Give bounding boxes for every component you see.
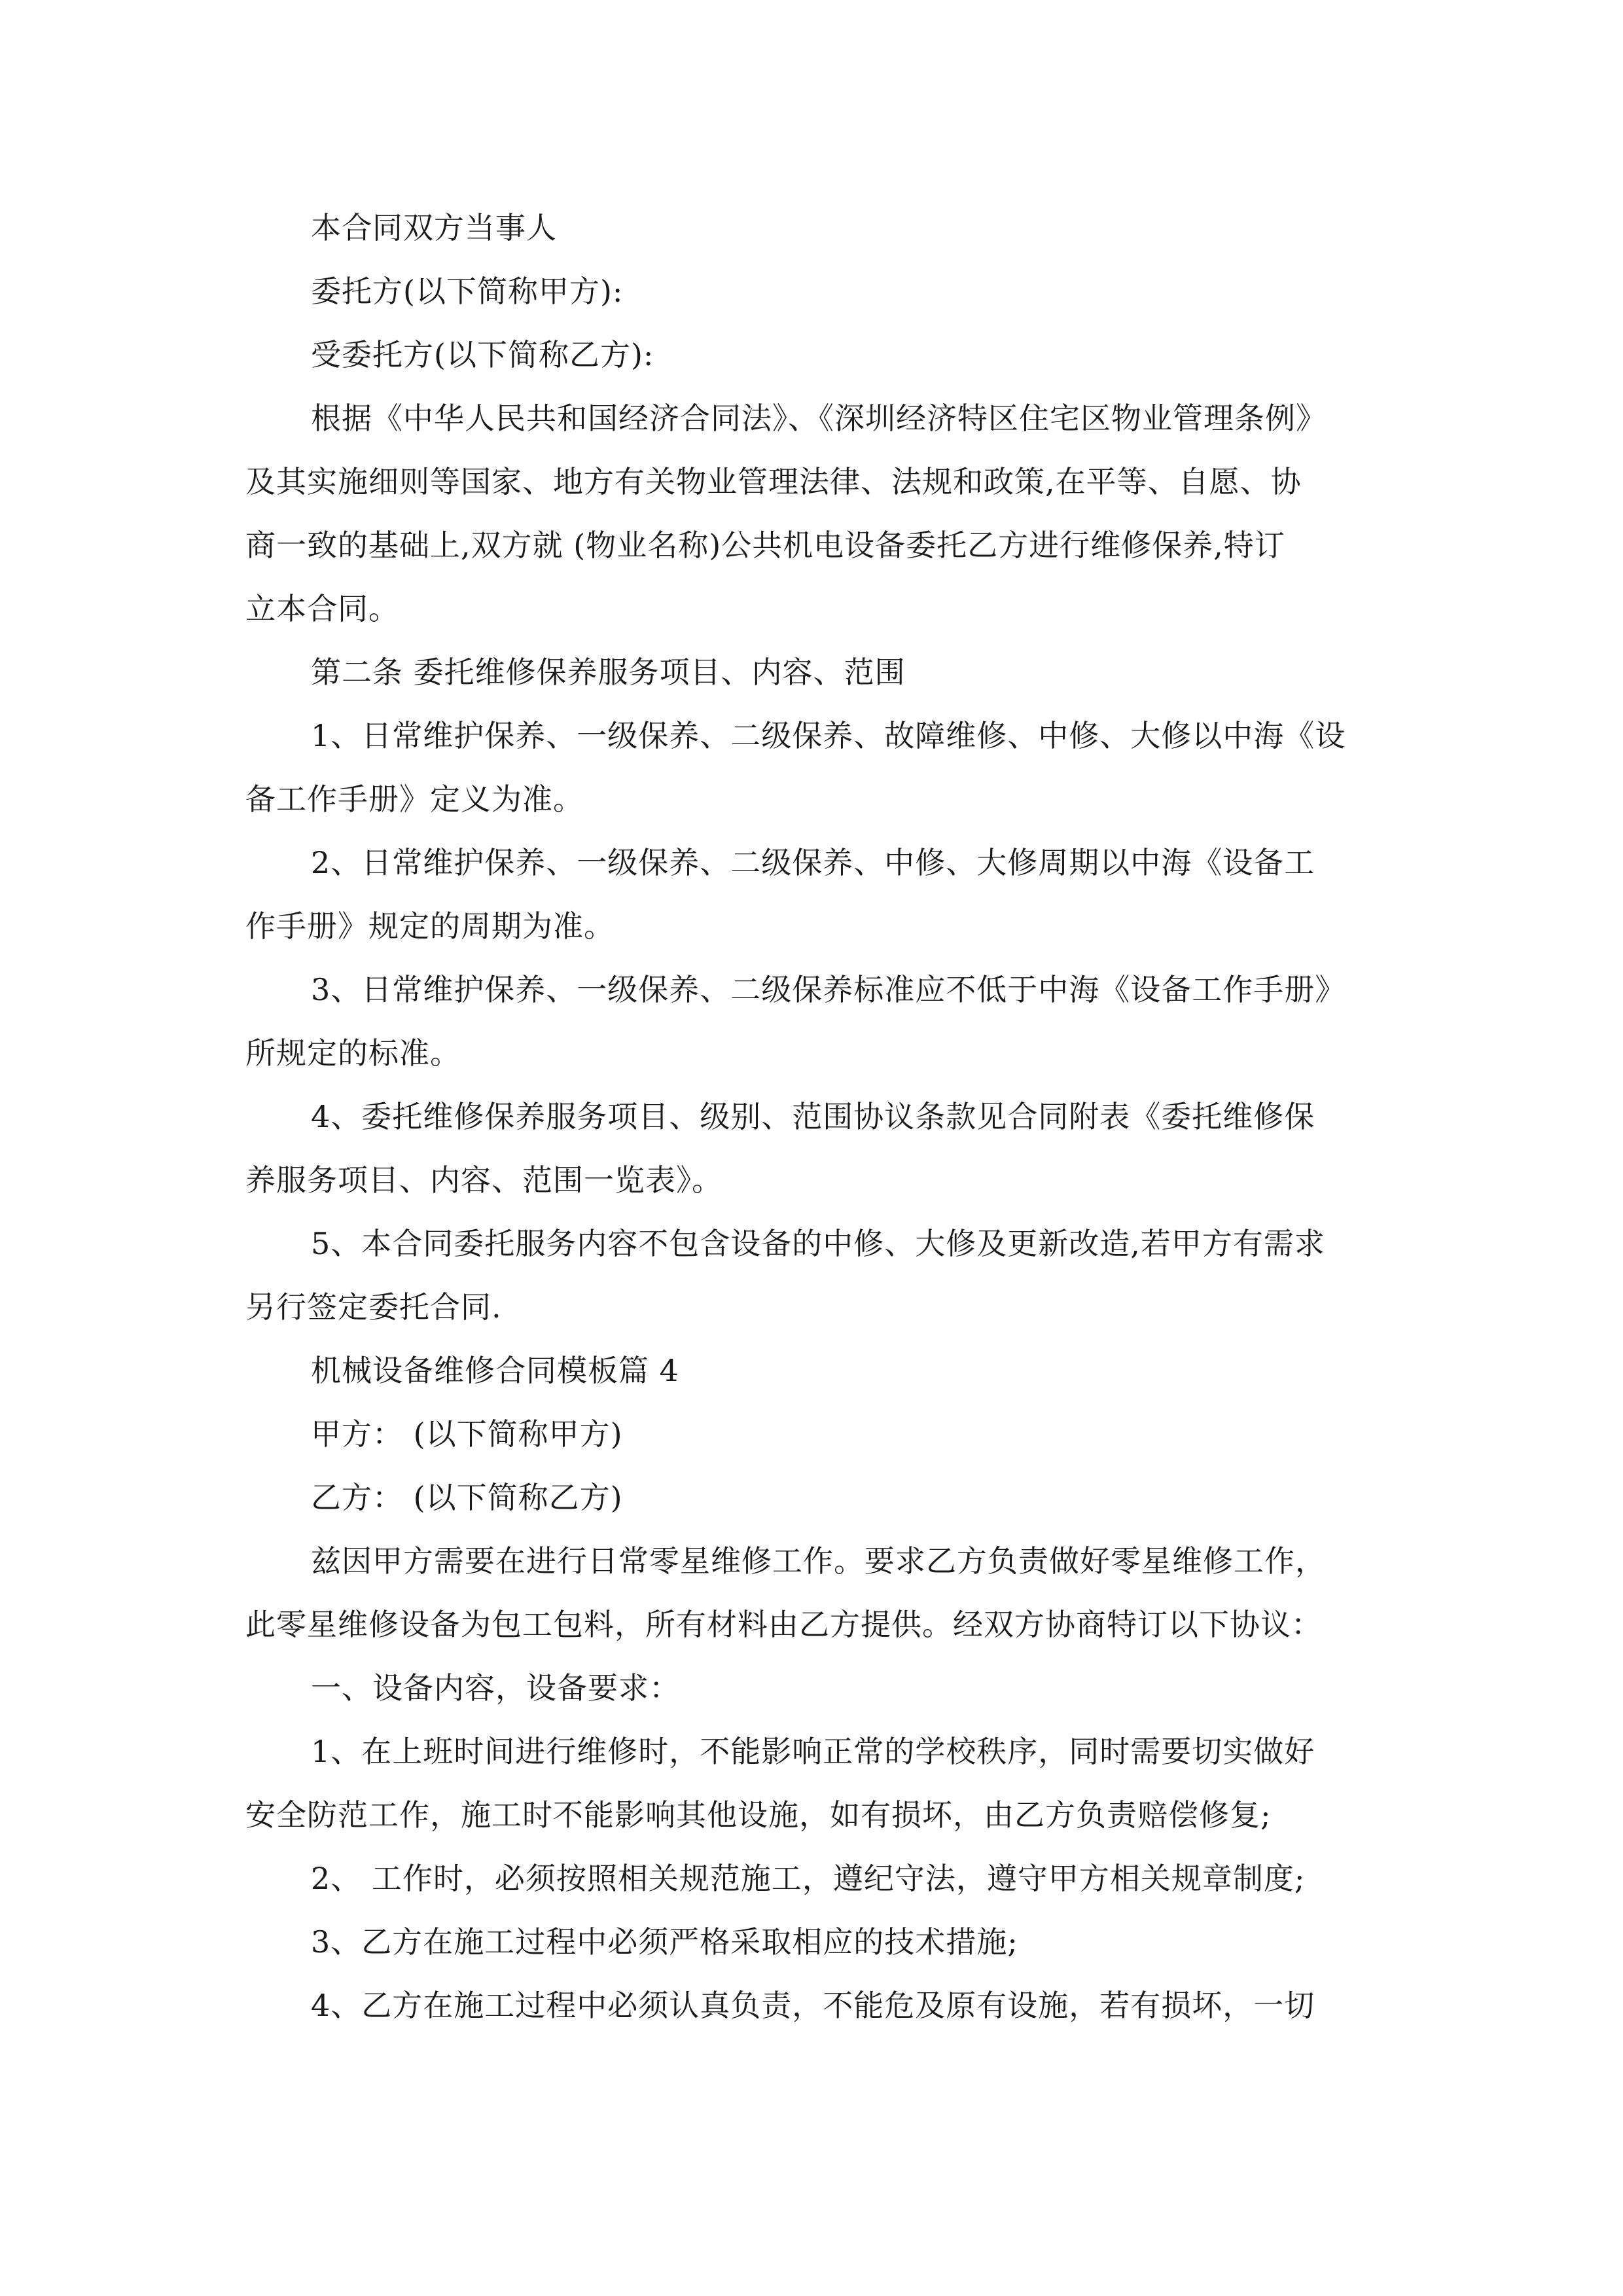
- document-line: 1、在上班时间进行维修时，不能影响正常的学校秩序，同时需要切实做好: [311, 1734, 1315, 1769]
- document-line: 兹因甲方需要在进行日常零星维修工作。要求乙方负责做好零星维修工作，: [311, 1543, 1326, 1579]
- document-line: 作手册》规定的周期为准。: [245, 908, 615, 944]
- document-line: 4、委托维修保养服务项目、级别、范围协议条款见合同附表《委托维修保: [311, 1099, 1315, 1134]
- document-page: [245, 196, 1384, 2037]
- document-line: 2、日常维护保养、一级保养、二级保养、中修、大修周期以中海《设备工: [311, 845, 1315, 880]
- document-line: 4、乙方在施工过程中必须认真负责，不能危及原有设施，若有损坏，一切: [311, 1988, 1315, 2023]
- document-line: 另行签定委托合同.: [245, 1289, 502, 1325]
- document-line: 备工作手册》定义为准。: [245, 781, 584, 817]
- document-line: 3、日常维护保养、一级保养、二级保养标准应不低于中海《设备工作手册》: [311, 972, 1346, 1007]
- document-line: 5、本合同委托服务内容不包含设备的中修、大修及更新改造,若甲方有需求: [311, 1226, 1325, 1261]
- document-line: 2、 工作时，必须按照相关规范施工，遵纪守法，遵守甲方相关规章制度;: [311, 1861, 1306, 1896]
- document-line: 乙方： (以下简称乙方): [311, 1480, 623, 1515]
- document-line: 受委托方(以下简称乙方):: [311, 337, 654, 372]
- document-line: 养服务项目、内容、范围一览表》。: [245, 1162, 722, 1198]
- document-line: 所规定的标准。: [245, 1035, 461, 1071]
- document-line: 本合同双方当事人: [311, 210, 557, 245]
- document-line: 此零星维修设备为包工包料，所有材料由乙方提供。经双方协商特订以下协议：: [245, 1607, 1322, 1642]
- document-line: 第二条 委托维修保养服务项目、内容、范围: [311, 655, 906, 690]
- document-line: 安全防范工作，施工时不能影响其他设施，如有损坏，由乙方负责赔偿修复;: [245, 1797, 1272, 1833]
- document-line: 委托方(以下简称甲方):: [311, 274, 624, 309]
- document-line: 及其实施细则等国家、地方有关物业管理法律、法规和政策,在平等、自愿、协: [245, 464, 1302, 499]
- document-line: 商一致的基础上,双方就 (物业名称)公共机电设备委托乙方进行维修保养,特订: [245, 528, 1285, 563]
- document-line: 机械设备维修合同模板篇 4: [311, 1353, 679, 1388]
- document-line: 3、乙方在施工过程中必须严格采取相应的技术措施;: [311, 1924, 1018, 1960]
- document-line: 一、设备内容，设备要求：: [311, 1670, 680, 1706]
- document-line: 1、日常维护保养、一级保养、二级保养、故障维修、中修、大修以中海《设: [311, 718, 1346, 753]
- document-line: 根据《中华人民共和国经济合同法》、《深圳经济特区住宅区物业管理条例》: [311, 401, 1327, 436]
- document-line: 甲方： (以下简称甲方): [311, 1416, 623, 1452]
- document-line: 立本合同。: [245, 591, 399, 626]
